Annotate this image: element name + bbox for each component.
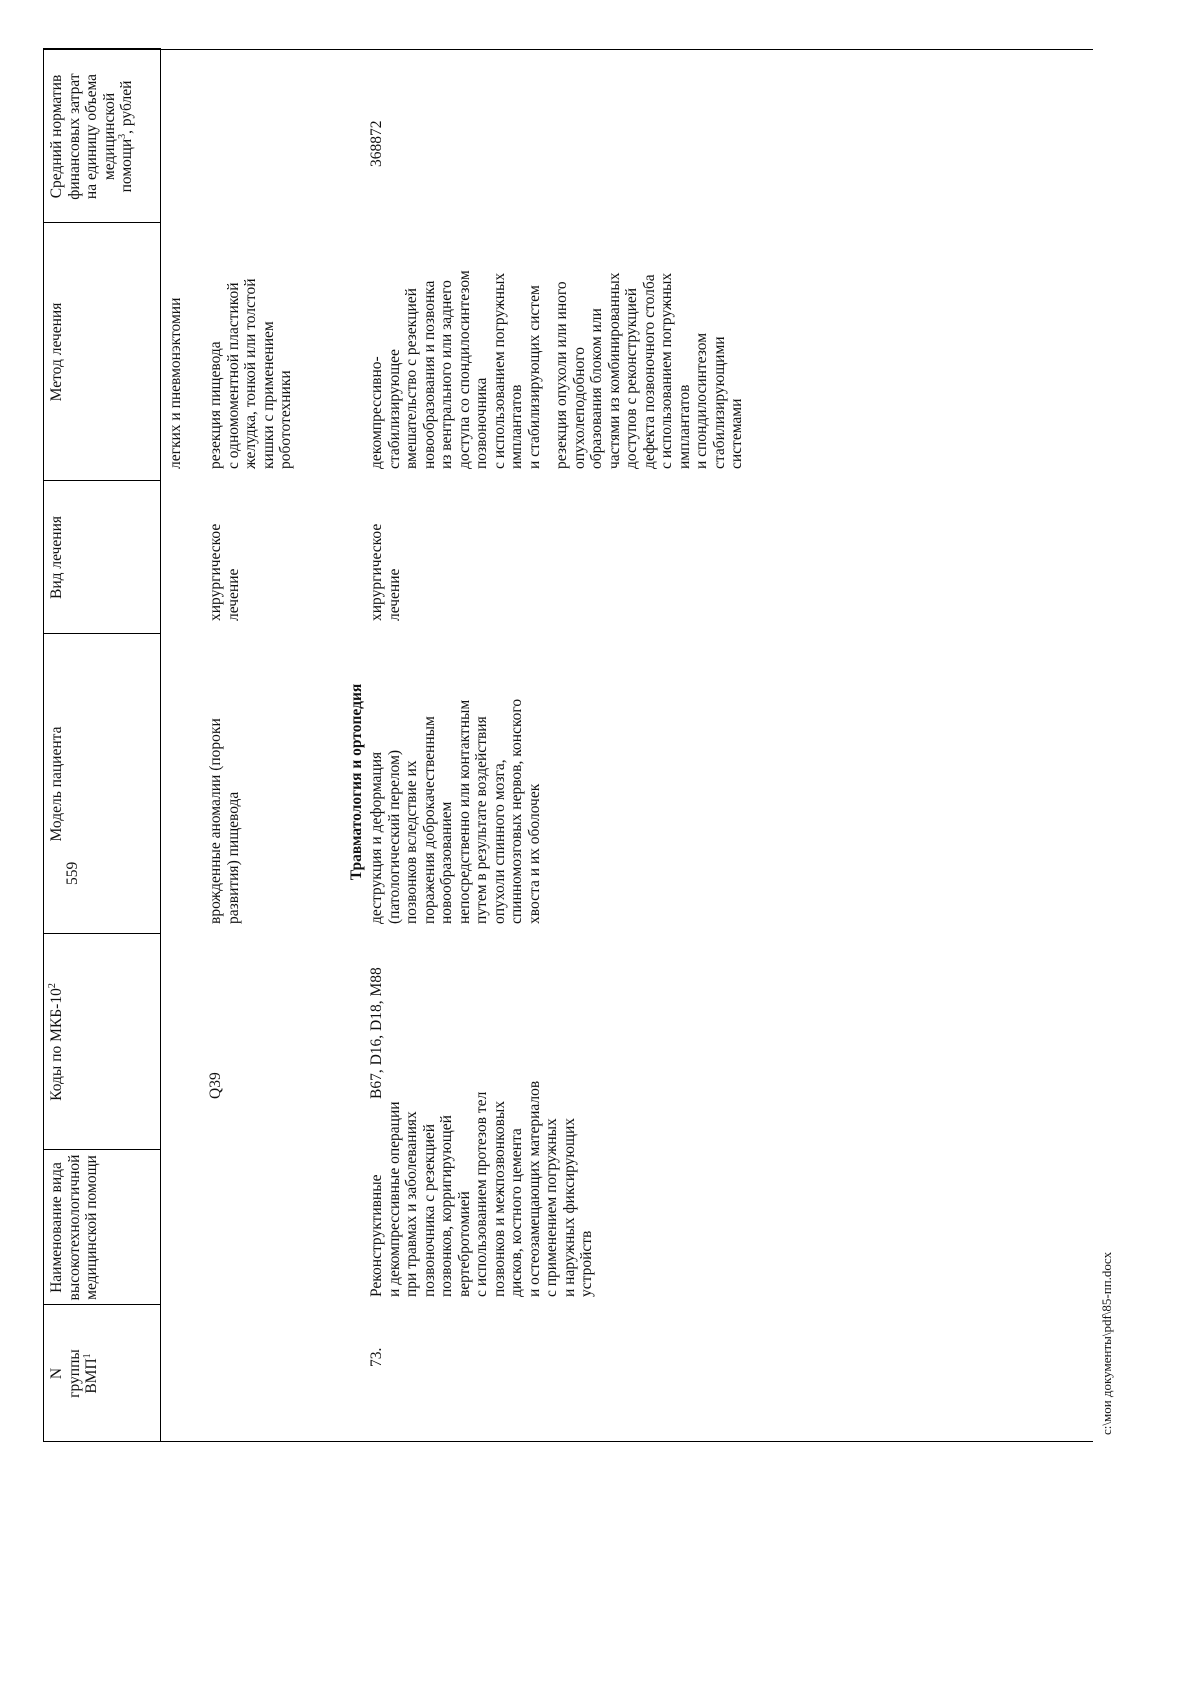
header-group-number: N группы ВМП$^1$	[48, 1349, 100, 1398]
header-treatment-method: Метод лечения	[48, 302, 65, 402]
row-73-code-cell: B67, D16, D18, M88	[368, 967, 385, 1099]
row-73-cost-cell: 368872	[368, 120, 385, 167]
row-73-number: 73.	[368, 1347, 385, 1367]
header-patient-model: Модель пациента	[48, 726, 65, 842]
page-number: 559	[64, 861, 81, 885]
row-73-method-2-cell: резекция опухоли или иного опухолеподобного образования блоком или частями из комбинированных доступов с реконструкцией дефекта позвоночного столба с использованием погружных имплантатов и спондилосинтезом стабилизирующими системами	[553, 272, 745, 469]
header-treatment-type: Вид лечения	[48, 515, 65, 600]
footer-file-path: c:\мои документы\pdf\85-пп.docx	[1099, 1251, 1114, 1435]
q39-treatment-type-cell: хирургическое лечение	[207, 523, 242, 621]
row-73-vmp-name: Реконструктивные и декомпрессивные операции при травмах и заболеваниях позвоночника с резекцией позвонков, корригирующей вертебротомией с использованием протезов тел позвонков и межпозвонковых дисков, костного цемента и остеозамещающих материалов с применением погружных и наружных фиксирующих устройств	[368, 1080, 595, 1297]
section-title: Травматология и ортопедия	[348, 683, 365, 881]
q39-code-cell: Q39	[207, 1072, 224, 1099]
continued-method-cell: легких и пневмонэктомии	[167, 297, 184, 469]
row-73-method-1-cell: декомпрессивно- стабилизирующее вмешательство с резекцией новообразования и позвонка из вентрального или заднего доступа со спондилосинтезом позвоночника с использованием погружных имплантатов и стабилизирующих систем	[368, 270, 543, 469]
header-icd-codes: Коды по МКБ-$10^2$	[46, 983, 65, 1101]
q39-patient-model-cell: врожденные аномалии (пороки развития) пищевода	[207, 718, 242, 924]
header-vmp-name: Наименование вида высокотехнологичной медицинской помощи	[48, 1154, 100, 1301]
row-73-treatment-type-cell: хирургическое лечение	[368, 523, 403, 621]
row-73-patient-model-cell: деструкция и деформация (патологический перелом) позвонков вследствие их поражения доброкачественным новообразованием непосредственно или контактным путем в результате воздействия опухоли спинного мозга, спинномозговых нервов, конского хвоста и их оболочек	[368, 698, 543, 924]
header-cost-norm: Средний норматив финансовых затрат на единицу объема медицинской помощи$^3$, рублей	[48, 73, 135, 200]
q39-method-cell: резекция пищевода с одномоментной пластикой желудка, тонкой или толстой кишки с применением робототехники	[207, 278, 294, 469]
